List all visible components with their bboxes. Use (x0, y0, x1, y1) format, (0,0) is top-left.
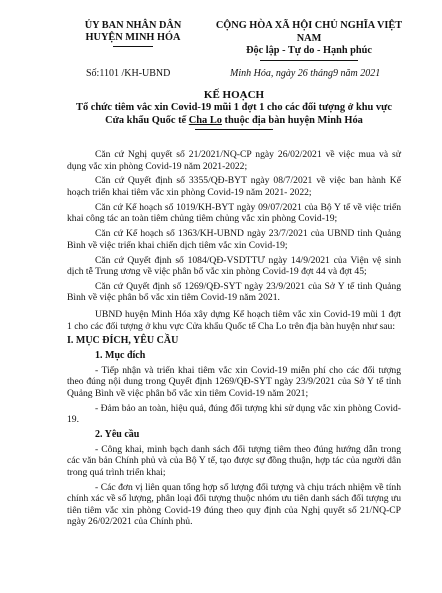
national-motto: Độc lập - Tự do - Hạnh phúc (246, 45, 372, 56)
title-line-2-prefix: Cửa khẩu Quốc tế (105, 114, 189, 126)
intro-paragraph: UBND huyện Minh Hóa xây dựng Kế hoạch tiêm vắc xin Covid-19 mũi 1 đợt 1 cho các đối tượng ở khu vực Cửa khẩu Quốc tế Cha Lo trên địa bàn huyện như sau: (67, 309, 401, 332)
title-line-2 (67, 115, 401, 128)
requirement-item-1: - Công khai, minh bạch danh sách đối tượng tiêm theo đúng hướng dẫn trong các văn bản Chính phủ và của Bộ Y tế, tạo được sự đồng thuận, hợp tác của người dân trong quá trình triển khai; (67, 443, 401, 478)
legal-basis-5: Căn cứ Quyết định số 1084/QĐ-VSDTTƯ ngày 14/9/2021 của Viện vệ sinh dịch tễ Trung ương về việc phân bổ vắc xin phòng Covid-19 đợt 44 và đợt 45; (67, 254, 401, 278)
agency-line-1: ỦY BAN NHÂN DÂN (84, 20, 182, 31)
motto-underline (260, 60, 358, 61)
nation-name: CỘNG HÒA XÃ HỘI CHỦ NGHĨA VIỆT NAM (215, 20, 403, 44)
section-1-heading: I. MỤC ĐÍCH, YÊU CẦU (67, 335, 179, 347)
agency-underline (113, 46, 153, 47)
legal-basis-2: Căn cứ Quyết định số 3355/QĐ-BYT ngày 08/7/2021 về việc ban hành Kế hoạch triển khai tiêm vắc xin phòng Covid-19 năm 2021- 2022; (67, 175, 401, 198)
legal-basis-4: Căn cứ Kế hoạch số 1363/KH-UBND ngày 23/7/2021 của UBND tỉnh Quảng Bình về việc triển khai chiến dịch tiêm vắc xin Covid-19; (67, 228, 401, 251)
legal-basis-1: Căn cứ Nghị quyết số 21/2021/NQ-CP ngày 26/02/2021 về việc mua và sử dụng vắc xin phòng Covid-19 năm 2021-2022; (67, 149, 401, 172)
issue-date: Minh Hóa, ngày 26 tháng9 năm 2021 (230, 68, 381, 79)
document-title (67, 89, 401, 130)
legal-basis-6: Căn cứ Quyết định số 1269/QĐ-SYT ngày 23/9/2021 của Sở Y tế tỉnh Quảng Bình về việc phân bổ vắc xin tiêm Covid-19 năm 2021. (67, 280, 401, 304)
title-line-1: Tổ chức tiêm vắc xin Covid-19 mũi 1 đợt 1 cho các đối tượng ở khu vực (76, 102, 392, 113)
title-underline (195, 129, 273, 130)
title-main: KẾ HOẠCH (203, 89, 265, 101)
purpose-item-2: - Đảm bảo an toàn, hiệu quả, đúng đối tượng khi sử dụng vắc xin phòng Covid-19. (67, 402, 401, 426)
requirements-heading: 2. Yêu cầu (95, 428, 140, 440)
purpose-heading: 1. Mục đích (95, 350, 146, 362)
document-number: Số:1101 /KH-UBND (86, 68, 171, 79)
purpose-item-1: - Tiếp nhận và triển khai tiêm vắc xin Covid-19 miễn phí cho các đối tượng theo đúng nội dung trong Quyết định 1269/QĐ-SYT ngày 23/9/2021 của Sở Y tế tỉnh Quảng Bình về việc phân bổ vắc xin tiêm Covid-19 năm 2021; (67, 364, 401, 399)
issuing-agency (68, 20, 198, 47)
agency-line-2: HUYỆN MINH HÓA (85, 32, 181, 43)
title-place-name: Cha Lo (188, 114, 222, 126)
legal-basis-3: Căn cứ Kế hoạch số 1019/KH-BYT ngày 09/07/2021 của Bộ Y tế về việc triển khai công tác an toàn tiêm chủng tiêm chủng vắc xin phòng Covid-19; (67, 201, 401, 225)
requirement-item-2: - Các đơn vị liên quan tổng hợp số lượng đối tượng và chịu trách nhiệm về tính chính xác về số lượng, phân loại đối tượng thuộc nhóm ưu tiên danh sách đối tượng ưu tiên tiêm vắc xin phòng Covid-19 đúng theo quy định của Nghị quyết số 21/NQ-CP ngày 26/02/2021 của Chính phủ. (67, 481, 401, 528)
national-header (209, 20, 409, 61)
title-line-2-suffix: thuộc địa bàn huyện Minh Hóa (221, 114, 363, 126)
document-body (67, 149, 401, 531)
